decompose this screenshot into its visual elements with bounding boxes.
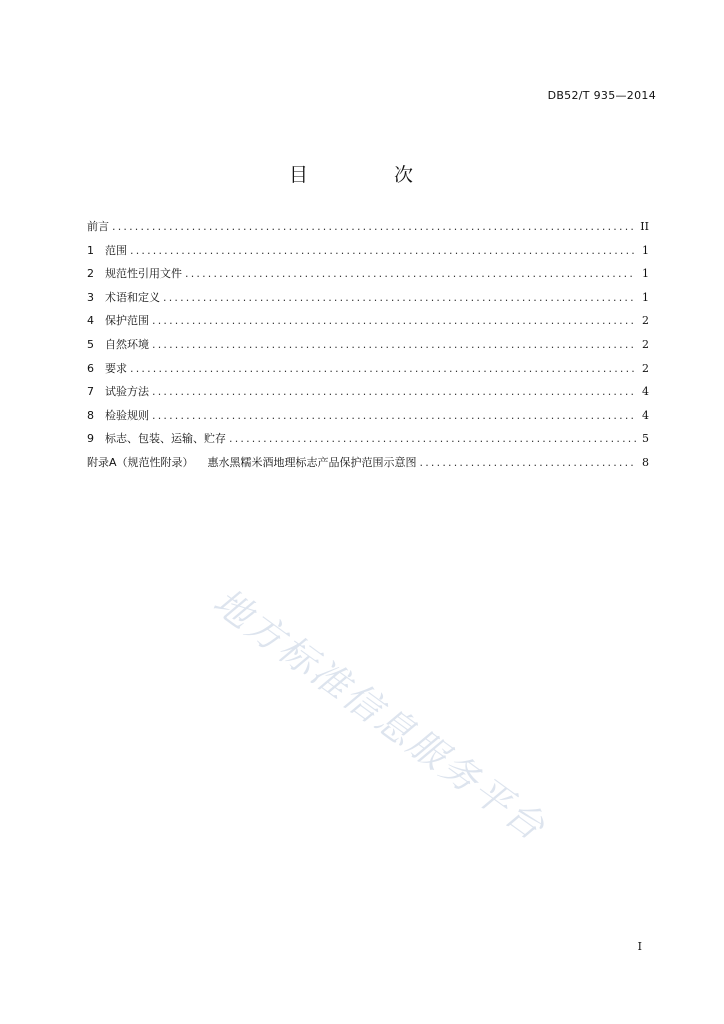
toc-entry-scope[interactable] (87, 242, 649, 266)
toc-dot-leader (130, 362, 636, 375)
toc-entry-label: 惠水黑糯米酒地理标志产品保护范围示意图 (207, 455, 417, 469)
toc-entry-page: II (640, 220, 649, 233)
toc-entry-marking-packaging[interactable] (87, 430, 649, 454)
toc-entry-number: 5 (87, 337, 94, 351)
toc-title: 目 次 (288, 164, 454, 186)
toc-dot-leader (163, 291, 636, 304)
toc-entry-number: 7 (87, 385, 94, 399)
toc-entry-page: 1 (642, 290, 649, 304)
toc-entry-inspection-rules[interactable] (87, 407, 649, 431)
toc-dot-leader (152, 385, 636, 398)
toc-entry-number: 4 (87, 314, 94, 328)
toc-entry-page: 2 (642, 337, 649, 351)
toc-entry-requirements[interactable] (87, 360, 649, 384)
toc-entry-page: 1 (642, 267, 649, 281)
toc-dot-leader (185, 267, 636, 280)
toc-entry-number: 2 (87, 267, 94, 281)
toc-list (87, 218, 649, 478)
toc-dot-leader (420, 456, 636, 469)
toc-entry-page: 8 (642, 455, 649, 469)
toc-entry-terms-definitions[interactable] (87, 289, 649, 313)
toc-entry-page: 2 (642, 314, 649, 328)
toc-entry-page: 2 (642, 361, 649, 375)
toc-entry-number: 1 (87, 243, 94, 257)
toc-dot-leader (229, 432, 636, 445)
toc-entry-label: 前言 (87, 220, 109, 233)
toc-appendix-prefix: 附录A（规范性附录） (87, 455, 194, 469)
document-code: DB52/T 935—2014 (547, 89, 656, 102)
toc-entry-number: 3 (87, 290, 94, 304)
toc-dot-leader (152, 338, 636, 351)
toc-entry-test-methods[interactable] (87, 383, 649, 407)
toc-entry-number: 8 (87, 408, 94, 422)
toc-entry-foreword[interactable] (87, 218, 649, 242)
toc-dot-leader (152, 314, 636, 327)
toc-entry-label: 试验方法 (105, 385, 149, 399)
toc-entry-page: 4 (642, 385, 649, 399)
toc-dot-leader (152, 409, 636, 422)
toc-dot-leader (112, 220, 636, 233)
toc-entry-appendix-a[interactable] (87, 454, 649, 478)
toc-entry-page: 5 (642, 432, 649, 446)
toc-entry-number: 9 (87, 432, 94, 446)
toc-entry-label: 标志、包装、运输、贮存 (105, 432, 226, 446)
toc-entry-label: 范围 (105, 243, 127, 257)
toc-entry-label: 自然环境 (105, 337, 149, 351)
toc-dot-leader (130, 244, 636, 257)
toc-entry-protection-scope[interactable] (87, 312, 649, 336)
toc-entry-normative-references[interactable] (87, 265, 649, 289)
toc-entry-label: 保护范围 (105, 314, 149, 328)
toc-entry-number: 6 (87, 361, 94, 375)
toc-entry-label: 规范性引用文件 (105, 267, 182, 281)
toc-entry-natural-environment[interactable] (87, 336, 649, 360)
page-number: I (637, 940, 642, 953)
toc-entry-label: 检验规则 (105, 408, 149, 422)
toc-entry-page: 4 (642, 408, 649, 422)
watermark: 地方标准信息服务平台 (205, 579, 555, 850)
toc-entry-label: 要求 (105, 361, 127, 375)
toc-entry-page: 1 (642, 243, 649, 257)
toc-entry-label: 术语和定义 (105, 290, 160, 304)
